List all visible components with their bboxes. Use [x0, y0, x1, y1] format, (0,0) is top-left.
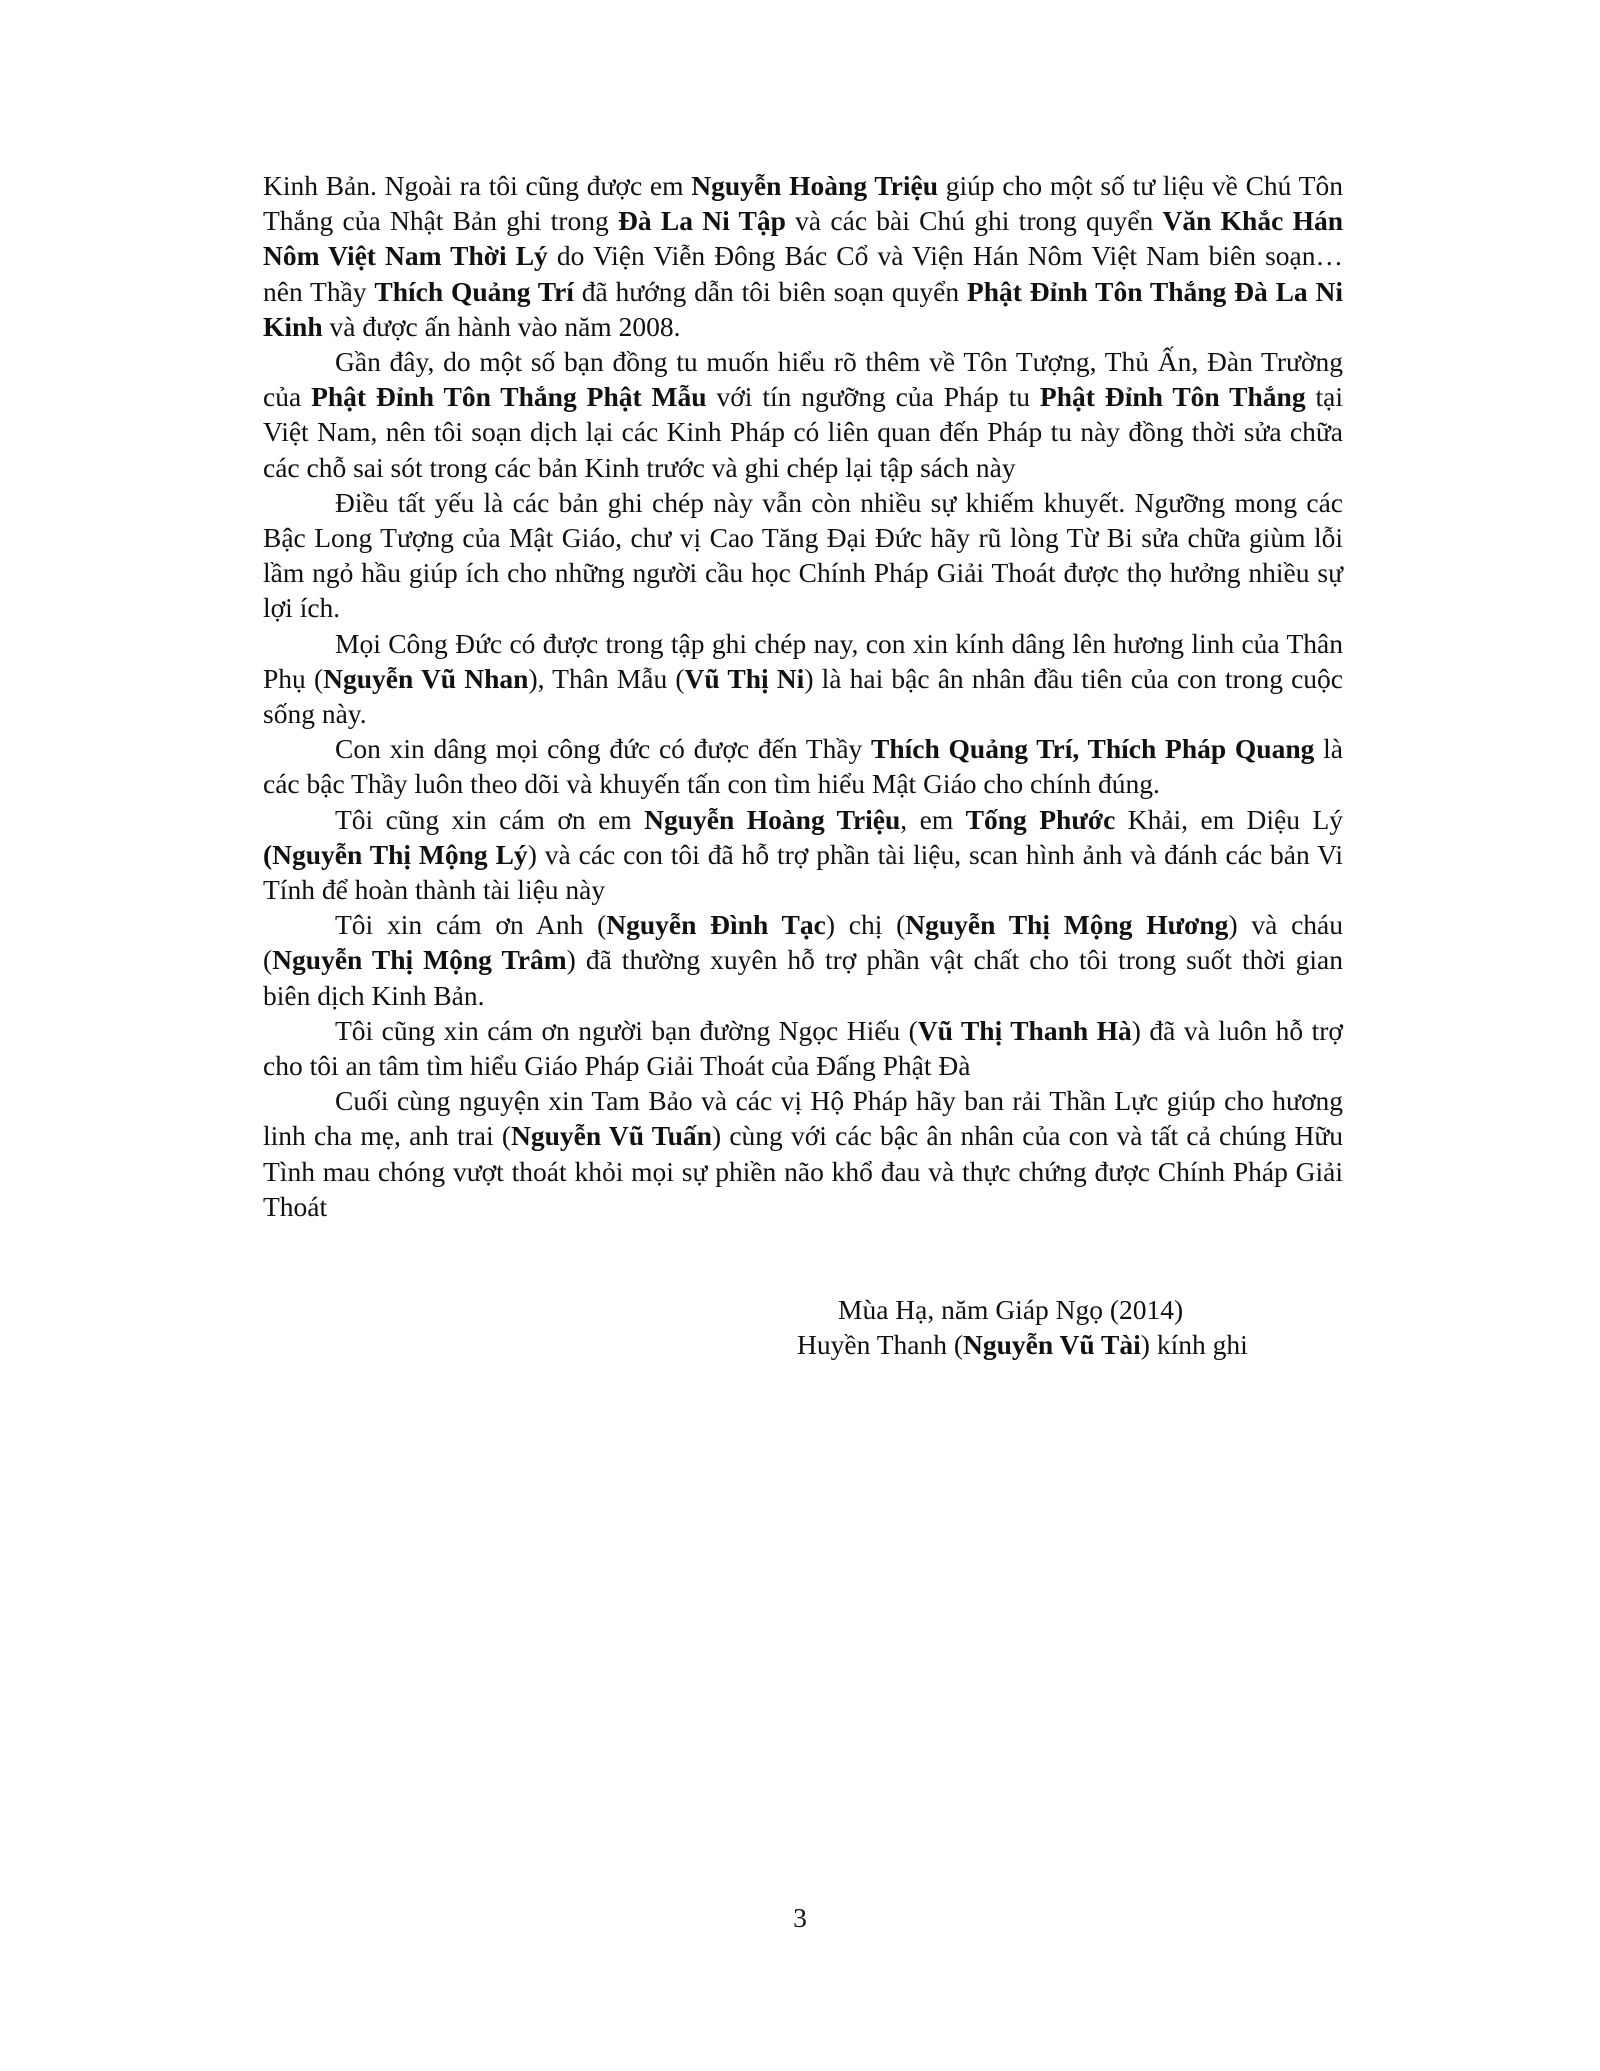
paragraph-text: tại Việt Nam, nên tôi soạn dịch lại các Kinh Pháp có liên quan đến Pháp tu này đồng thời sửa chữa các chỗ sai sót trong các bản Kinh trước và ghi chép lại tập sách này	[263, 381, 1343, 483]
paragraph-text: với tín ngưỡng của Pháp tu	[706, 381, 1040, 413]
paragraph-text: ) và các con tôi đã hỗ trợ phần tài liệu, scan hình ảnh và đánh các bản Vi Tính để hoàn thành tài liệu này	[263, 838, 1343, 906]
signature-block	[797, 1292, 1248, 1362]
paragraph-text: , em	[900, 803, 966, 835]
signature-author	[797, 1327, 1248, 1362]
bold-text: Vũ Thị Ni	[684, 662, 805, 694]
paragraph	[263, 344, 1343, 485]
paragraph	[263, 626, 1343, 732]
bold-text: Nguyễn Thị Mộng Hương	[905, 909, 1229, 941]
paragraph-text: là các bậc Thầy luôn theo dõi và khuyến tấn con tìm hiểu Mật Giáo cho chính đúng.	[263, 733, 1343, 800]
bold-text: Phật Đỉnh Tôn Thắng	[1039, 381, 1306, 413]
bold-text: Nguyễn Thị Mộng Trâm	[272, 944, 567, 976]
paragraph-text: ) cùng với các bậc ân nhân của con và tất cả chúng Hữu Tình mau chóng vượt thoát khỏi mọi sự phiền não khổ đau và thực chứng được Chính Pháp Giải Thoát	[263, 1120, 1343, 1222]
bold-text: (Nguyễn Thị Mộng Lý	[263, 838, 528, 870]
paragraph-text: Tôi xin cám ơn Anh (	[335, 909, 607, 941]
paragraph-text: Điều tất yếu là các bản ghi chép này vẫn còn nhiều sự khiếm khuyết. Ngưỡng mong các Bậc Long Tượng của Mật Giáo, chư vị Cao Tăng Đại Đức hãy rũ lòng Từ Bi sửa chữa giùm lỗi lầm ngỏ hầu giúp ích cho những người cầu học Chính Pháp Giải Thoát được thọ hưởng nhiều sự lợi ích.	[263, 486, 1343, 624]
signature-author-name: Nguyễn Vũ Tài	[962, 1329, 1141, 1361]
bold-text: Phật Đỉnh Tôn Thắng Đà La Ni Kinh	[263, 275, 1343, 342]
paragraph-text: ) chị (	[825, 909, 906, 941]
page-number: 3	[793, 1902, 807, 1933]
paragraph-text: Tôi cũng xin cám ơn em	[335, 803, 645, 835]
paragraph	[263, 1083, 1343, 1224]
paragraph-text: Gần đây, do một số bạn đồng tu muốn hiểu rõ thêm về Tôn Tượng, Thủ Ấn, Đàn Trường của	[263, 346, 1343, 413]
paragraph-text: Khải, em Diệu Lý	[1115, 803, 1343, 835]
signature-author-prefix: Huyền Thanh (	[797, 1329, 963, 1361]
paragraph-text: và các bài Chú ghi trong quyển	[785, 205, 1163, 237]
paragraph-text: Cuối cùng nguyện xin Tam Bảo và các vị Hộ Pháp hãy ban rải Thần Lực giúp cho hương linh cha mẹ, anh trai (	[263, 1085, 1343, 1152]
paragraph-text: và được ấn hành vào năm 2008.	[322, 310, 681, 342]
bold-text: Thích Quảng Trí	[374, 275, 574, 307]
paragraph	[263, 907, 1343, 1013]
paragraph	[263, 802, 1343, 908]
paragraph-text: đã hướng dẫn tôi biên soạn quyển	[573, 275, 967, 307]
paragraph-text: ) đã và luôn hỗ trợ cho tôi an tâm tìm hiểu Giáo Pháp Giải Thoát của Đấng Phật Đà	[263, 1014, 1343, 1082]
paragraph-text: ) đã thường xuyên hỗ trợ phần vật chất cho tôi trong suốt thời gian biên dịch Kinh Bản.	[263, 944, 1343, 1011]
bold-text: Văn Khắc Hán Nôm Việt Nam Thời Lý	[263, 205, 1344, 272]
bold-text: Đà La Ni Tập	[618, 205, 786, 237]
paragraph-text: ), Thân Mẫu (	[528, 662, 685, 694]
bold-text: Nguyễn Hoàng Triệu	[644, 803, 901, 835]
bold-text: Nguyễn Vũ Tuấn	[511, 1120, 712, 1152]
paragraph	[263, 731, 1343, 801]
paragraph-text: ) và cháu (	[263, 909, 1343, 976]
paragraph-text: Tôi cũng xin cám ơn người bạn đường Ngọc Hiếu (	[335, 1014, 918, 1046]
bold-text: Thích Quảng Trí, Thích Pháp Quang	[871, 733, 1315, 765]
paragraph	[263, 485, 1343, 626]
bold-text: Nguyễn Đình Tạc	[606, 909, 826, 941]
bold-text: Phật Đỉnh Tôn Thắng Phật Mẫu	[311, 381, 707, 413]
bold-text: Vũ Thị Thanh Hà	[917, 1014, 1132, 1046]
paragraph-text: Kinh Bản. Ngoài ra tôi cũng được em	[263, 170, 692, 201]
bold-text: Nguyễn Vũ Nhan	[323, 662, 529, 694]
paragraph-text: do Viện Viễn Đông Bác Cổ và Viện Hán Nôm Việt Nam biên soạn… nên Thầy	[263, 240, 1343, 307]
signature-author-suffix: ) kính ghi	[1140, 1329, 1248, 1361]
bold-text: Nguyễn Hoàng Triệu	[691, 170, 938, 201]
paragraph	[263, 168, 1343, 344]
signature-date: Mùa Hạ, năm Giáp Ngọ (2014)	[838, 1294, 1184, 1325]
paragraph-text: giúp cho một số tư liệu về Chú Tôn Thắng của Nhật Bản ghi trong	[263, 170, 1343, 237]
document-body	[263, 168, 1343, 1224]
bold-text: Tống Phước	[965, 803, 1116, 835]
paragraph-text: ) là hai bậc ân nhân đầu tiên của con trong cuộc sống này.	[263, 662, 1344, 730]
paragraph	[263, 1013, 1343, 1083]
paragraph-text: Con xin dâng mọi công đức có được đến Thầy	[335, 733, 872, 765]
paragraph-text: Mọi Công Đức có được trong tập ghi chép nay, con xin kính dâng lên hương linh của Thân Phụ (	[263, 627, 1343, 694]
